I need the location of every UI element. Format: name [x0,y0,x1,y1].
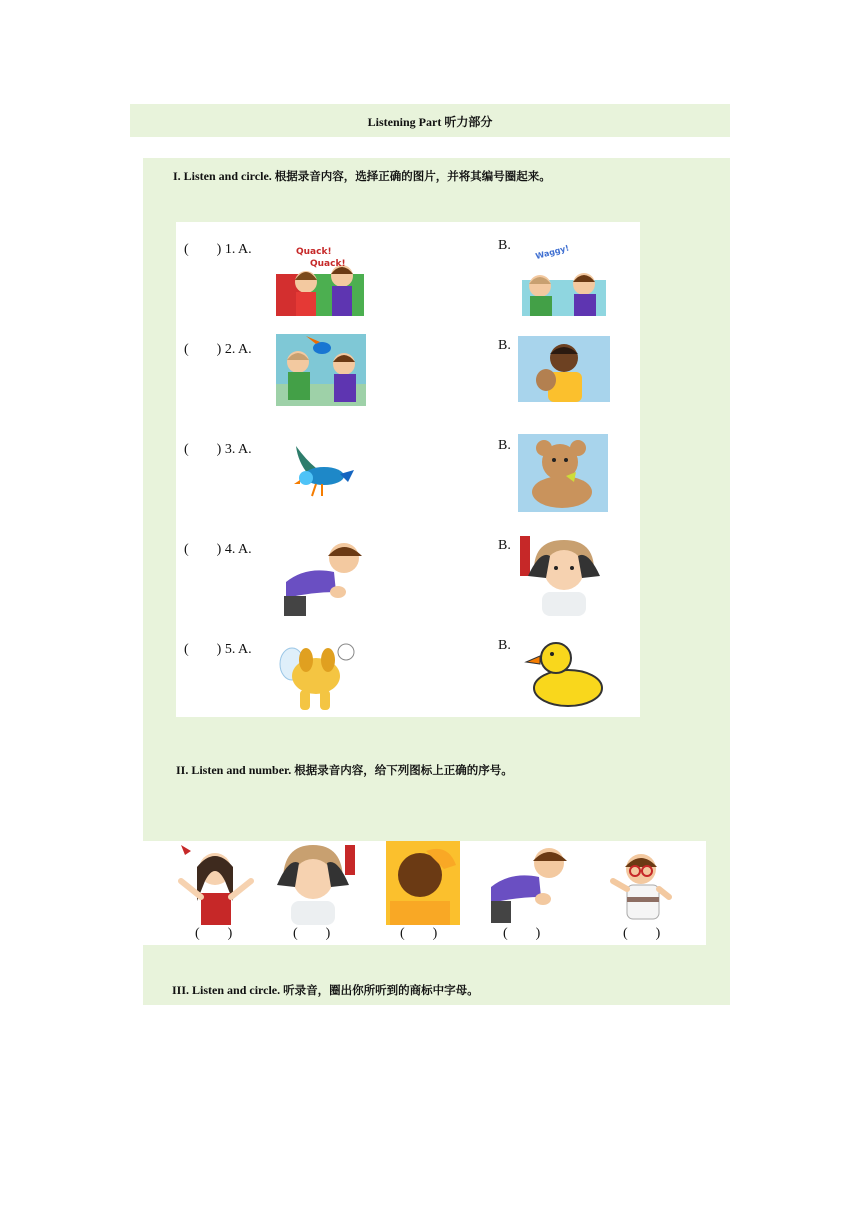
question-3-label: ( ) 3. A. [184,442,252,457]
question-2-option-b: B. [498,338,511,353]
section2-heading-zh: 根据录音内容，给下列图标上正确的序号。 [294,763,513,777]
section2-heading-en: II. Listen and number. [176,763,292,777]
quack-kids-icon [276,240,366,316]
title-band [130,104,730,137]
svg-text:Quack!: Quack! [296,247,332,257]
svg-text:Waggy!: Waggy! [534,243,571,262]
question-5-option-b: B. [498,638,511,653]
picture-5-blank: ( ) [623,926,661,941]
question-row-5 [176,630,640,720]
boy-bowing-icon [491,841,591,925]
question-row-4 [176,530,640,620]
rubber-duck-icon [524,632,606,712]
question-box [176,222,640,717]
section2-heading [176,762,513,778]
kids-with-bird-icon [276,334,366,406]
svg-text:Quack!: Quack! [310,259,346,269]
page-title: Listening Part 听力部分 [367,115,493,129]
girl-hands-on-head-icon [520,536,610,616]
boy-touching-head-icon [386,841,486,925]
picture-cell-2 [275,841,375,945]
teddy-bear-icon [518,434,608,512]
puppy-icon [276,638,360,716]
picture-cell-4 [491,841,591,945]
question-5-label: ( ) 5. A. [184,642,252,657]
picture-2-blank: ( ) [293,926,331,941]
question-row-2 [176,330,640,420]
boy-bowing-icon [282,536,368,616]
picture-cell-1 [163,841,263,945]
boy-with-glasses-icon [605,841,705,925]
question-row-1 [176,230,640,320]
picture-1-blank: ( ) [195,926,233,941]
section3-heading-en: III. Listen and circle. [172,983,281,997]
flying-bird-icon [288,438,358,504]
section3-heading-zh: 听录音，圈出你所听到的商标中字母。 [283,983,479,997]
question-4-option-b: B. [498,538,511,553]
question-1-label: ( ) 1. A. [184,242,252,257]
picture-cell-5 [605,841,705,945]
section1-heading-en: I. Listen and circle. [173,169,272,183]
waggy-kids-icon [518,242,608,316]
picture-4-blank: ( ) [503,926,541,941]
question-3-option-b: B. [498,438,511,453]
picture-3-blank: ( ) [400,926,438,941]
question-row-3 [176,430,640,520]
question-2-label: ( ) 2. A. [184,342,252,357]
section1-heading-zh: 根据录音内容，选择正确的图片，并将其编号圈起来。 [274,169,551,183]
picture-strip [143,841,706,945]
boy-with-teddy-icon [518,336,610,402]
question-4-label: ( ) 4. A. [184,542,252,557]
girl-waving-icon [163,841,263,925]
girl-hands-on-head-icon [275,841,375,925]
question-1-option-b: B. [498,238,511,253]
section1-heading [173,168,551,184]
picture-cell-3 [386,841,486,945]
section3-heading [172,982,479,998]
